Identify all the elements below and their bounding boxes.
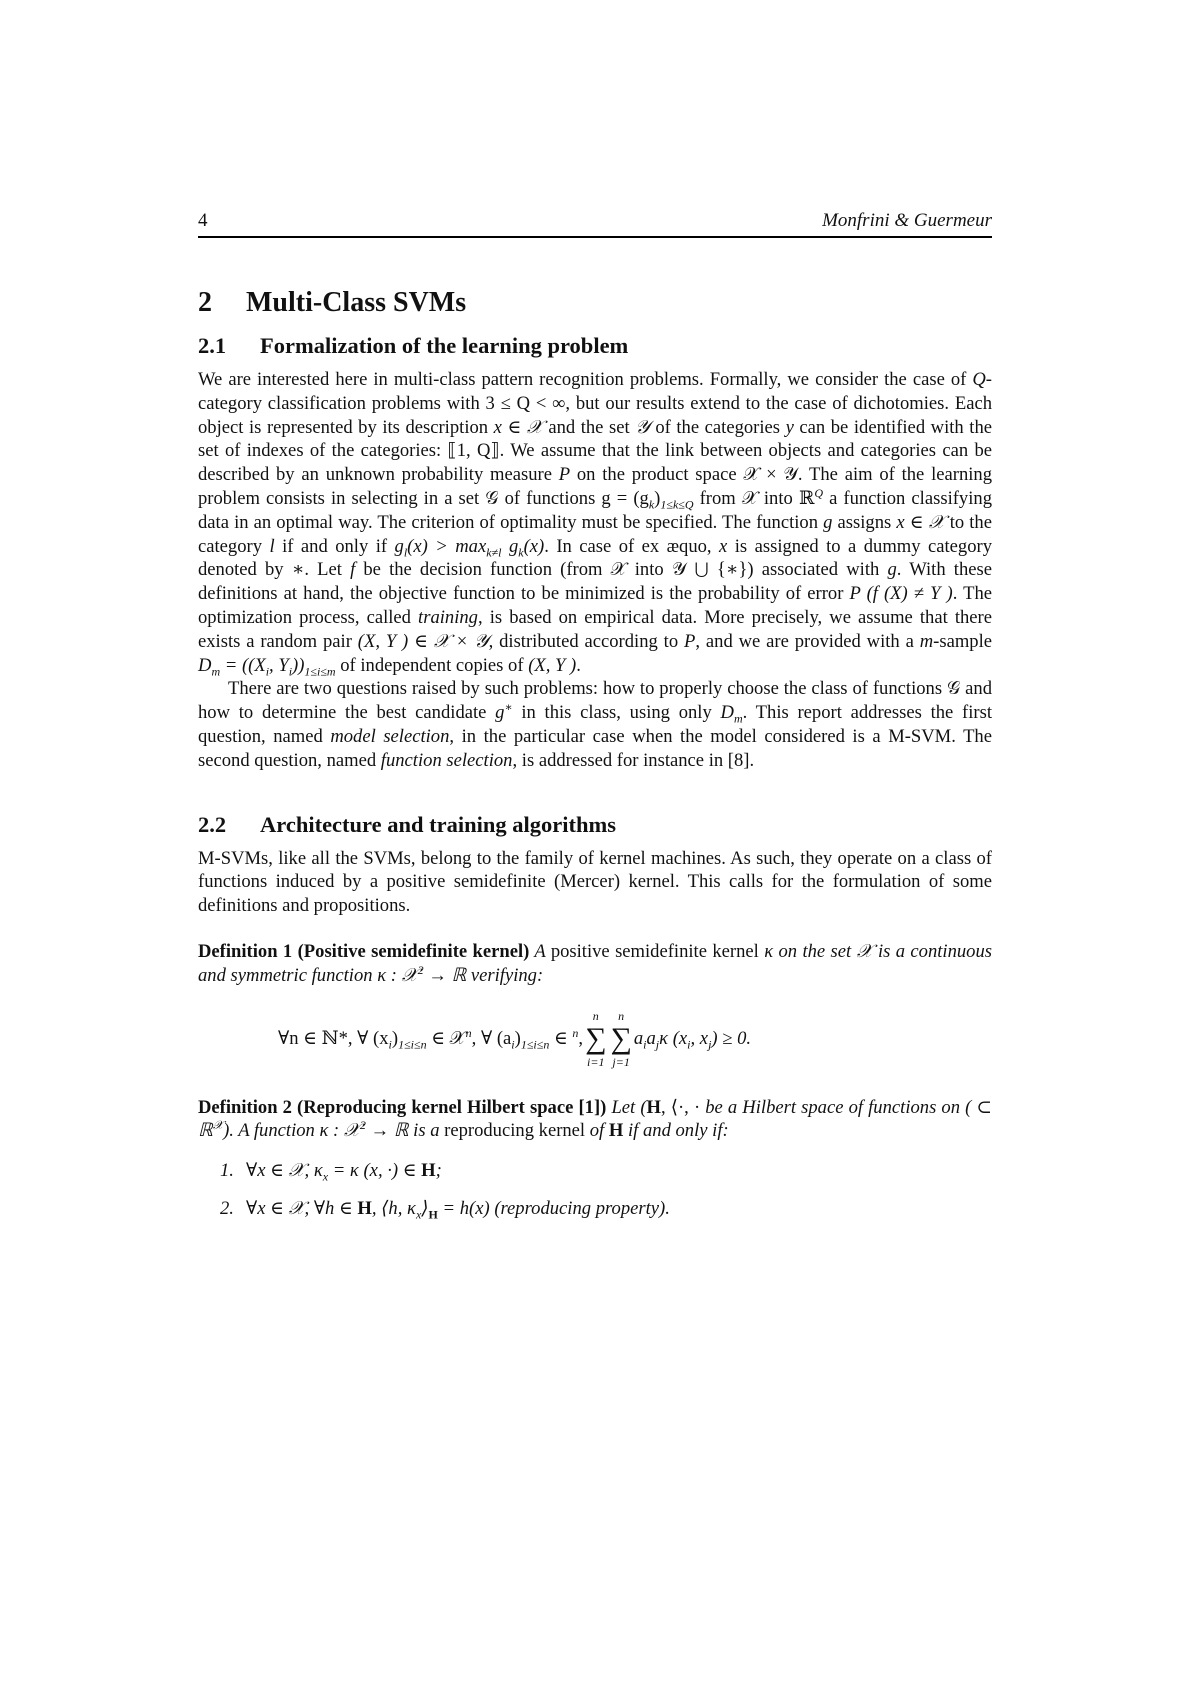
definition-1: Definition 1 (Positive semidefinite kernel) A positive semidefinite kernel κ on the set 𝒳 is a continuous and symmetric function κ : 𝒳$^2$ → ℝ verifying: [198, 940, 993, 986]
section-title: Multi-Class SVMs [246, 287, 467, 318]
subsection-title-2: Architecture and training algorithms [260, 811, 617, 837]
page-body [198, 282, 992, 1235]
list-item: 1. ∀x ∈ 𝒳, $\kappa_x = \kappa$ (x, ·) ∈ H; [220, 1160, 442, 1184]
subsection-title-1: Formalization of the learning problem [260, 333, 629, 358]
section-heading [198, 286, 992, 320]
sum-i: n ∑ i=1 [585, 1008, 607, 1069]
page-number: 4 [198, 210, 208, 231]
subsection-number-1: 2.1 [198, 333, 227, 358]
paragraph-questions: There are two questions raised by such problems: how to properly choose the class of functions 𝒢 and how to determine the best candidate g∗ in this class, using only $D_m$. This report addresses the first question, named model selection, in the particular case when the model considered is a M-SVM. The second question, named function selection, is addressed for instance in [8]. [198, 678, 992, 771]
section-number: 2 [198, 287, 212, 318]
running-header [198, 210, 992, 238]
sum-j: n ∑ j=1 [610, 1008, 632, 1069]
running-authors: Monfrini & Guermeur [822, 210, 992, 231]
equation-psd-condition: ∀n ∈ ℕ*, ∀ $(x_i)_{1\le i\le n}$ ∈ 𝒳$^n$, ∀ $(a_i)_{1\le i\le n}$ ∈ $^n$, n ∑ i=1 n ∑ j=1 $a_ia_j\kappa$ ($x_i$, $x_j) \ge 0$. [278, 1008, 752, 1069]
definition-1-title: Definition 1 (Positive semidefinite kernel) [198, 940, 530, 962]
paragraph-architecture: M-SVMs, like all the SVMs, belong to the family of kernel machines. As such, they operate on a class of functions induced by a positive semidefinite (Mercer) kernel. This calls for the formulation of some definitions and propositions. [198, 847, 992, 917]
definition-2-title: Definition 2 (Reproducing kernel Hilbert space [1]) [198, 1096, 607, 1118]
definition-2: Definition 2 (Reproducing kernel Hilbert space [1]) Let (H, ⟨·, · be a Hilbert space of functions on ( ⊂ ℝ$^𝒳$). A function κ : 𝒳$^2$ → ℝ is a reproducing kernel of H if and only if: [198, 1096, 993, 1142]
definition-2-conditions [220, 1159, 992, 1221]
subsection-heading-1 [198, 332, 992, 360]
paragraph-formalization: We are interested here in multi-class pattern recognition problems. Formally, we consider the case of Q-category classification problems with 3 ≤ Q < ∞, but our results extend to the case of dichotomies. Each object is represented by its description x ∈ 𝒳 and the set 𝒴 of the categories y can be identified with the set of indexes of the categories: ⟦1, Q⟧. We assume that the link between objects and categories can be described by an unknown probability measure P on the product space 𝒳 × 𝒴. The aim of the learning problem consists in selecting in a set 𝒢 of functions $g = (g_k)_{1\le k\le Q}$ from 𝒳 into ℝ$^Q$ a function classifying data in an optimal way. The criterion of optimality must be specified. The function g assigns x ∈ 𝒳 to the category l if and only if $g_l(x) > \max_{k\ne l} g_k(x)$. In case of ex æquo, x is assigned to a dummy category denoted by ∗. Let f be the decision function (from 𝒳 into 𝒴 ⋃ {∗}) associated with g. With these definitions at hand, the objective function to be minimized is the probability of error P (f (X) ≠ Y ). The optimization process, called training, is based on empirical data. More precisely, we assume that there exists a random pair (X, Y ) ∈ 𝒳 × 𝒴, distributed according to P, and we are provided with a m-sample $D_m = ((X_i$, $Y_i))_{1\le i\le m}$ of independent copies of (X, Y ). [198, 369, 993, 679]
list-item: 2. ∀x ∈ 𝒳, ∀h ∈ H, ⟨h, $\kappa_x⟩_H = h(x)$ (reproducing property). [220, 1197, 670, 1222]
subsection-heading-2 [198, 811, 992, 839]
subsection-number-2: 2.2 [198, 811, 227, 837]
